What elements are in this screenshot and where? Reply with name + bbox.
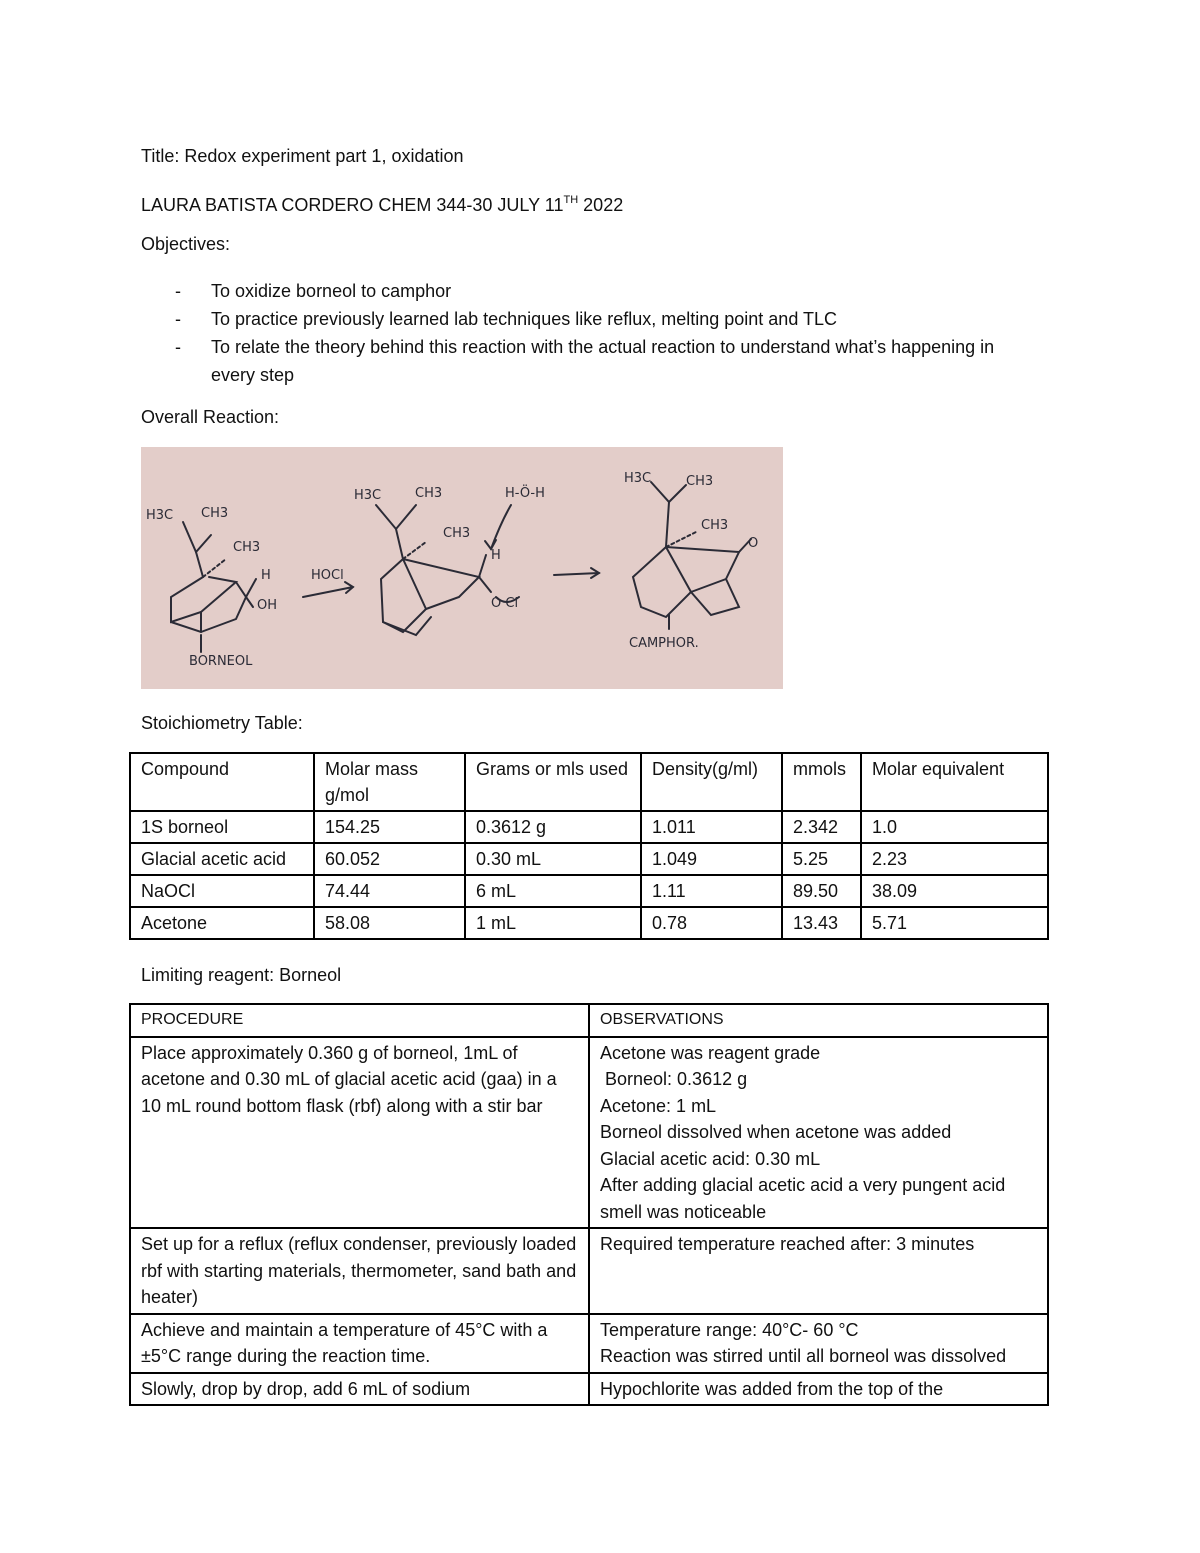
observation-cell: [589, 1037, 1048, 1229]
table-cell: 1.11: [641, 875, 782, 907]
objectives-list: [141, 277, 1021, 389]
table-cell: 38.09: [861, 875, 1048, 907]
table-cell: 1.049: [641, 843, 782, 875]
reaction-label: CH3: [701, 518, 729, 533]
reaction-label: H3C: [624, 471, 652, 486]
table-cell: 0.78: [641, 907, 782, 939]
reaction-scheme-image: [141, 447, 783, 689]
objective-item: - To practice previously learned lab techniques like reflux, melting point and TLC: [175, 309, 838, 329]
header-cell: mmols: [782, 753, 861, 811]
document-title: Title: Redox experiment part 1, oxidation: [141, 146, 464, 166]
reaction-heading: Overall Reaction:: [141, 407, 280, 427]
reaction-label: CH3: [415, 486, 443, 501]
table-row: [130, 811, 1048, 843]
table-cell: NaOCl: [130, 875, 314, 907]
table-cell: 58.08: [314, 907, 465, 939]
observation-line: Borneol: 0.3612 g: [600, 1069, 748, 1089]
observation-line: Reaction was stirred until all borneol was dissolved: [600, 1346, 1007, 1366]
reaction-label: HOCl: [311, 568, 344, 583]
reaction-label: CAMPHOR.: [629, 636, 699, 651]
table-cell: 2.342: [782, 811, 861, 843]
objective-item: - To oxidize borneol to camphor: [175, 281, 452, 301]
reaction-label: H: [491, 548, 501, 563]
header-cell: Density(g/ml): [641, 753, 782, 811]
table-cell: 1S borneol: [130, 811, 314, 843]
observation-line: Acetone was reagent grade: [600, 1042, 821, 1063]
reaction-label: CH3: [443, 526, 471, 541]
observation-cell: [589, 1228, 1048, 1314]
table-cell: 74.44: [314, 875, 465, 907]
table-header-row: [130, 753, 1048, 811]
header-cell: Molar equivalent: [861, 753, 1048, 811]
procedure-cell: Achieve and maintain a temperature of 45°C with a ±5°C range during the reaction time.: [130, 1314, 589, 1373]
table-row: [130, 1373, 1048, 1406]
table-cell: 154.25: [314, 811, 465, 843]
table-cell: 5.25: [782, 843, 861, 875]
observation-line: Temperature range: 40°C- 60 °C: [600, 1319, 859, 1340]
stoich-heading: Stoichiometry Table:: [141, 713, 303, 733]
observation-line: Glacial acetic acid: 0.30 mL: [600, 1148, 821, 1169]
author-line: [141, 188, 623, 217]
reaction-label: H-Ö-H: [505, 486, 545, 501]
table-row: [130, 1037, 1048, 1229]
objective-item: - To relate the theory behind this reaction with the actual reaction to understand what’s happening in every step: [175, 337, 995, 385]
table-cell: 0.30 mL: [465, 843, 641, 875]
table-cell: 0.3612 g: [465, 811, 641, 843]
reaction-drawing: [141, 447, 783, 689]
reaction-label: O: [748, 536, 759, 551]
header-cell: Grams or mls used: [465, 753, 641, 811]
table-cell: Glacial acetic acid: [130, 843, 314, 875]
reaction-label: CH3: [201, 506, 229, 521]
observation-line: Acetone: 1 mL: [600, 1095, 717, 1116]
observation-line: Hypochlorite was added from the top of the: [600, 1378, 944, 1399]
table-row: [130, 1314, 1048, 1373]
observation-line: Required temperature reached after: 3 minutes: [600, 1234, 975, 1254]
table-cell: 1.0: [861, 811, 1048, 843]
table-cell: 2.23: [861, 843, 1048, 875]
table-cell: 1 mL: [465, 907, 641, 939]
limiting-reagent: Limiting reagent: Borneol: [141, 965, 342, 985]
observation-line: Borneol dissolved when acetone was added: [600, 1122, 952, 1142]
author-year: 2022: [583, 195, 624, 215]
reaction-label: OH: [257, 598, 278, 613]
table-cell: 89.50: [782, 875, 861, 907]
table-cell: Acetone: [130, 907, 314, 939]
procedure-table: [129, 1003, 1049, 1406]
table-row: [130, 1228, 1048, 1314]
header-cell: Compound: [130, 753, 314, 811]
author-name-course-date: LAURA BATISTA CORDERO CHEM 344-30 JULY 11: [141, 195, 564, 215]
stoichiometry-table: [129, 752, 1049, 940]
observation-cell: [589, 1314, 1048, 1373]
procedure-cell: Place approximately 0.360 g of borneol, 1mL of acetone and 0.30 mL of glacial acetic acid (gaa) in a 10 mL round bottom flask (rbf) along with a stir bar: [130, 1037, 589, 1229]
reaction-label: O Cl: [491, 596, 519, 611]
header-cell: OBSERVATIONS: [589, 1004, 1048, 1037]
table-cell: 5.71: [861, 907, 1048, 939]
table-row: [130, 843, 1048, 875]
reaction-label: H3C: [354, 488, 382, 503]
procedure-cell: Slowly, drop by drop, add 6 mL of sodium: [130, 1373, 589, 1406]
observation-cell: [589, 1373, 1048, 1406]
table-cell: 13.43: [782, 907, 861, 939]
header-cell: PROCEDURE: [130, 1004, 589, 1037]
header-cell: Molar mass g/mol: [314, 753, 465, 811]
observation-line: After adding glacial acetic acid a very pungent acid smell was noticeable: [600, 1175, 1006, 1222]
table-cell: 60.052: [314, 843, 465, 875]
objectives-heading: Objectives:: [141, 234, 231, 254]
reaction-label: H3C: [146, 508, 174, 523]
table-row: [130, 875, 1048, 907]
reaction-label: BORNEOL: [189, 654, 253, 669]
table-header-row: [130, 1004, 1048, 1037]
reaction-label: CH3: [233, 540, 261, 555]
procedure-cell: Set up for a reflux (reflux condenser, previously loaded rbf with starting materials, thermometer, sand bath and heater): [130, 1228, 589, 1314]
reaction-label: H: [261, 568, 271, 583]
table-cell: 6 mL: [465, 875, 641, 907]
table-row: [130, 907, 1048, 939]
table-cell: 1.011: [641, 811, 782, 843]
reaction-label: CH3: [686, 474, 714, 489]
date-suffix: TH: [563, 194, 579, 206]
